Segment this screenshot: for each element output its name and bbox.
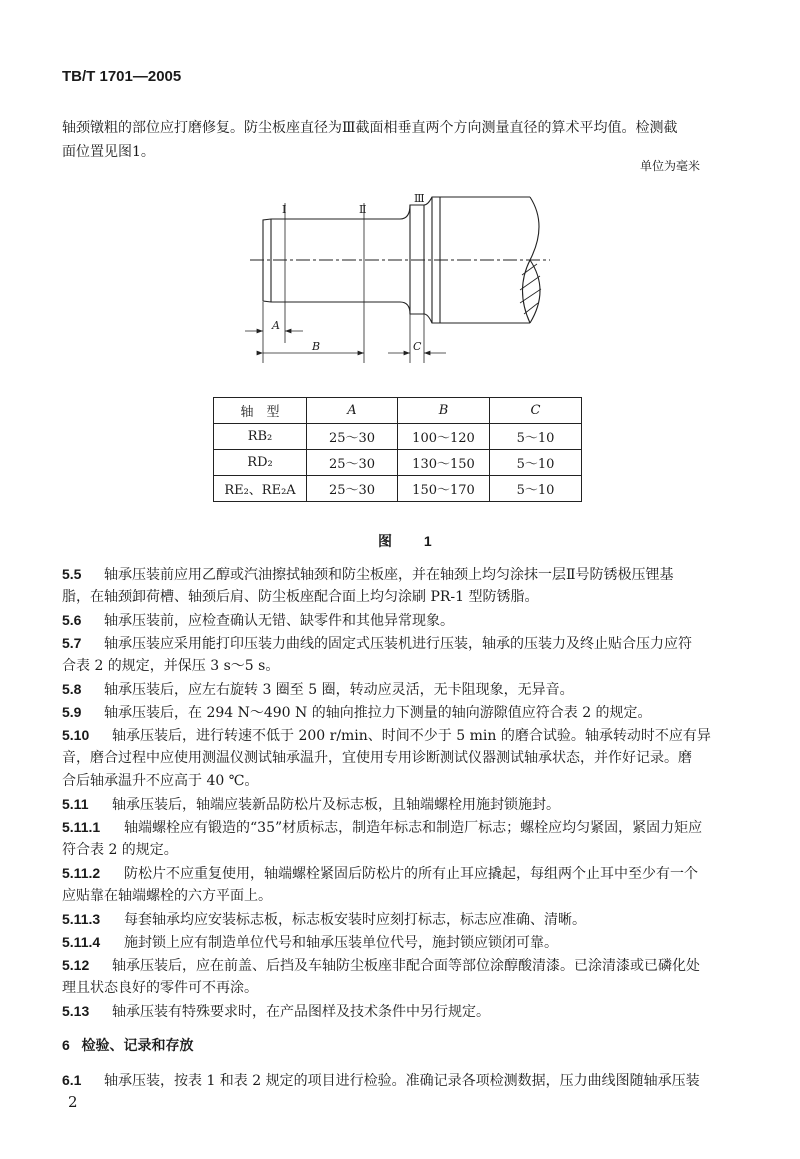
clause-number: 5.6	[62, 612, 82, 628]
table-cell: RB₂	[214, 424, 307, 450]
paragraph-text: 合表 2 的规定，并保压 3 s～5 s。	[62, 658, 280, 674]
paragraph-text: 轴承压装前，应检查确认无错、缺零件和其他异常现象。	[104, 613, 454, 629]
paragraph-text: 轴承压装后，进行转速不低于 200 r/min、时间不少于 5 min 的磨合试验。轴承转动时不应有异	[112, 728, 711, 744]
clause-number: 5.11	[62, 796, 89, 812]
paragraph-text: 轴承压装前应用乙醇或汽油擦拭轴颈和防尘板座，并在轴颈上均匀涂抹一层Ⅱ号防锈极压锂基	[104, 567, 674, 583]
paragraph-text: 符合表 2 的规定。	[62, 842, 178, 858]
paragraph-text: 理且状态良好的零件可不再涂。	[62, 980, 258, 996]
table-cell: 5～10	[490, 424, 582, 450]
table-cell: 150～170	[398, 476, 490, 502]
clause-number: 5.11.4	[62, 934, 101, 950]
paragraph-text: 轴承压装后，在 294 N～490 N 的轴向推拉力下测量的轴向游隙值应符合表 2 的规定。	[104, 705, 652, 721]
paragraph-line	[62, 908, 586, 931]
dim-label-c: C	[413, 340, 422, 353]
paragraph-line	[62, 862, 698, 885]
paragraph-text: 轴承压装后，轴端应装新品防松片及标志板，且轴端螺栓用施封锁施封。	[112, 797, 560, 813]
paragraph-text: 合后轴承温升不应高于 40 ℃。	[62, 773, 259, 789]
dim-label-a: A	[272, 319, 280, 332]
section-6-heading	[62, 1034, 193, 1057]
paragraph-line: 轴承压装，按表 1 和表 2 规定的项目进行检验。准确记录各项检测数据，压力曲线图随轴承压装	[104, 1073, 700, 1089]
paragraph-text: 轴承压装有特殊要求时，在产品图样及技术条件中另行规定。	[112, 1004, 490, 1020]
paragraph-text: 每套轴承均应安装标志板，标志板安装时应刻打标志，标志应准确、清晰。	[124, 912, 586, 928]
paragraph-text: 音，磨合过程中应使用测温仪测试轴承温升，宜使用专用诊断测试仪器测试轴承状态，并作好记录。磨	[62, 750, 692, 766]
intro-line-1: 轴颈镦粗的部位应打磨修复。防尘板座直径为Ⅲ截面相垂直两个方向测量直径的算术平均值。检测截	[62, 120, 678, 136]
paragraph-text: 应贴靠在轴端螺栓的六方平面上。	[62, 888, 272, 904]
paragraph-line	[62, 678, 574, 701]
table-cell: 25～30	[307, 424, 398, 450]
table-row	[214, 450, 582, 476]
paragraph-line	[62, 701, 652, 724]
table-cell: 5～10	[490, 476, 582, 502]
paragraph-text: 施封锁上应有制造单位代号和轴承压装单位代号，施封锁应锁闭可靠。	[124, 935, 558, 951]
table-cell: 5～10	[490, 450, 582, 476]
paragraph-line	[62, 655, 279, 678]
table-cell: 130～150	[398, 450, 490, 476]
paragraph-text: 防松片不应重复使用，轴端螺栓紧固后防松片的所有止耳应撬起，每组两个止耳中至少有一个	[124, 866, 698, 882]
paragraph-line	[62, 954, 700, 977]
paragraph-line	[62, 724, 711, 747]
paragraph-text: 脂，在轴颈卸荷槽、轴颈后肩、防尘板座配合面上均匀涂刷 PR-1 型防锈脂。	[62, 589, 539, 605]
paragraph-line	[62, 839, 178, 862]
paragraph-line	[62, 885, 272, 908]
paragraph-text: 轴承压装后，应左右旋转 3 圈至 5 圈，转动应灵活，无卡阻现象，无异音。	[104, 682, 574, 698]
figure-dimension-table	[213, 397, 582, 502]
intro-line-2: 面位置见图1。	[62, 144, 155, 160]
clause-number: 5.11.2	[62, 865, 101, 881]
clause-number: 5.11.1	[62, 819, 101, 835]
figure-caption: 图 1	[378, 533, 446, 549]
document-header-id: TB/T 1701—2005	[62, 68, 182, 85]
paragraph-text: 轴端螺栓应有锻造的“35”材质标志，制造年标志和制造厂标志；螺栓应均匀紧固，紧固力矩应	[124, 820, 703, 836]
clause-number: 5.8	[62, 681, 82, 697]
paragraph-6-1	[62, 1069, 700, 1092]
clause-number: 5.10	[62, 727, 90, 743]
units-note: 单位为毫米	[640, 159, 701, 173]
clause-number: 6.1	[62, 1072, 82, 1088]
paragraph-line	[62, 793, 560, 816]
header-cell: 轴 型	[214, 398, 307, 424]
paragraph-line	[62, 816, 702, 839]
paragraph-line	[62, 770, 258, 793]
table-cell: 25～30	[307, 476, 398, 502]
paragraph-line	[62, 747, 692, 770]
page-number: 2	[68, 1093, 78, 1111]
header-cell: C	[490, 398, 582, 424]
table-cell: RE₂、RE₂A	[214, 476, 307, 502]
paragraph-line	[62, 563, 674, 586]
section-hatch	[530, 260, 540, 323]
paragraph-line	[62, 632, 692, 655]
paragraph-line	[62, 609, 454, 632]
shaft-journal-drawing	[0, 0, 800, 400]
paragraph-line	[62, 977, 258, 1000]
table-header-row	[214, 398, 582, 424]
paragraph-line	[62, 586, 539, 609]
header-cell: A	[307, 398, 398, 424]
table-cell: 25～30	[307, 450, 398, 476]
clause-number: 5.7	[62, 635, 82, 651]
paragraph-line	[62, 1000, 490, 1023]
section-label-2: Ⅱ	[359, 203, 367, 216]
dim-label-b: B	[312, 340, 321, 353]
clause-number: 5.11.3	[62, 911, 101, 927]
clause-number: 5.13	[62, 1003, 90, 1019]
section-label-1: Ⅰ	[282, 203, 287, 216]
paragraph-line	[62, 931, 558, 954]
table-row	[214, 476, 582, 502]
table-row	[214, 424, 582, 450]
paragraph-text: 轴承压装应采用能打印压装力曲线的固定式压装机进行压装，轴承的压装力及终止贴合压力应符	[104, 636, 692, 652]
header-cell: B	[398, 398, 490, 424]
table-cell: RD₂	[214, 450, 307, 476]
table-cell: 100～120	[398, 424, 490, 450]
section-label-3: Ⅲ	[414, 192, 425, 205]
section-number: 6	[62, 1037, 70, 1053]
section-title: 检验、记录和存放	[81, 1037, 194, 1053]
clause-number: 5.9	[62, 704, 82, 720]
clause-number: 5.12	[62, 957, 90, 973]
clause-number: 5.5	[62, 566, 82, 582]
paragraph-text: 轴承压装后，应在前盖、后挡及车轴防尘板座非配合面等部位涂醇酸清漆。已涂清漆或已磷化处	[112, 958, 700, 974]
